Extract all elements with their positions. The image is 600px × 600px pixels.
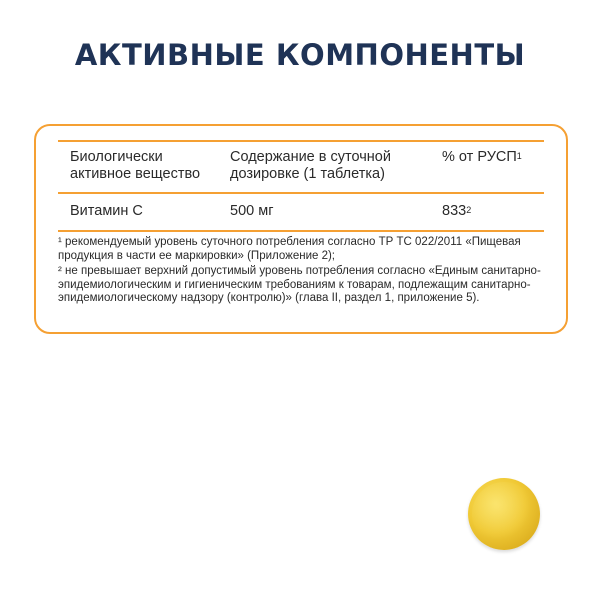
- header-amount: [230, 149, 430, 183]
- header-substance-line1: Биологически: [70, 149, 163, 165]
- header-substance: [70, 149, 230, 183]
- header-amount-line1: Содержание в суточной: [230, 149, 391, 165]
- table-rule-bottom: [58, 230, 544, 232]
- row-percent-value: 833: [442, 203, 467, 219]
- components-card: [34, 124, 568, 334]
- table-rule-top: [58, 140, 544, 142]
- header-percent-text: % от РУСП: [442, 149, 517, 165]
- header-amount-line2: дозировке (1 таблетка): [230, 166, 385, 182]
- row-substance: Витамин С: [70, 203, 143, 219]
- row-percent-sup: 2: [466, 205, 472, 215]
- header-percent-sup: 1: [516, 151, 522, 161]
- row-amount: 500 мг: [230, 203, 274, 219]
- header-substance-line2: активное вещество: [70, 166, 201, 182]
- yellow-tablet-icon: [468, 478, 540, 550]
- footnotes: [58, 236, 544, 308]
- footnote-2: ² не превышает верхний допустимый уровень потребления согласно «Единым санитарно-эпидемиологическим и гигиеническим требованиям к товарам, подлежащим санитарно-эпидемиологическому надзору (контролю)» (глава II, раздел 1, приложение 5).: [58, 265, 541, 304]
- footnote-1: ¹ рекомендуемый уровень суточного потребления согласно ТР ТС 022/2011 «Пищевая продукция в части ее маркировки» (Приложение 2);: [58, 236, 521, 262]
- table-rule-mid: [58, 192, 544, 194]
- page-title: АКТИВНЫЕ КОМПОНЕНТЫ: [74, 38, 526, 72]
- row-percent: [442, 203, 471, 220]
- header-percent: [442, 149, 542, 166]
